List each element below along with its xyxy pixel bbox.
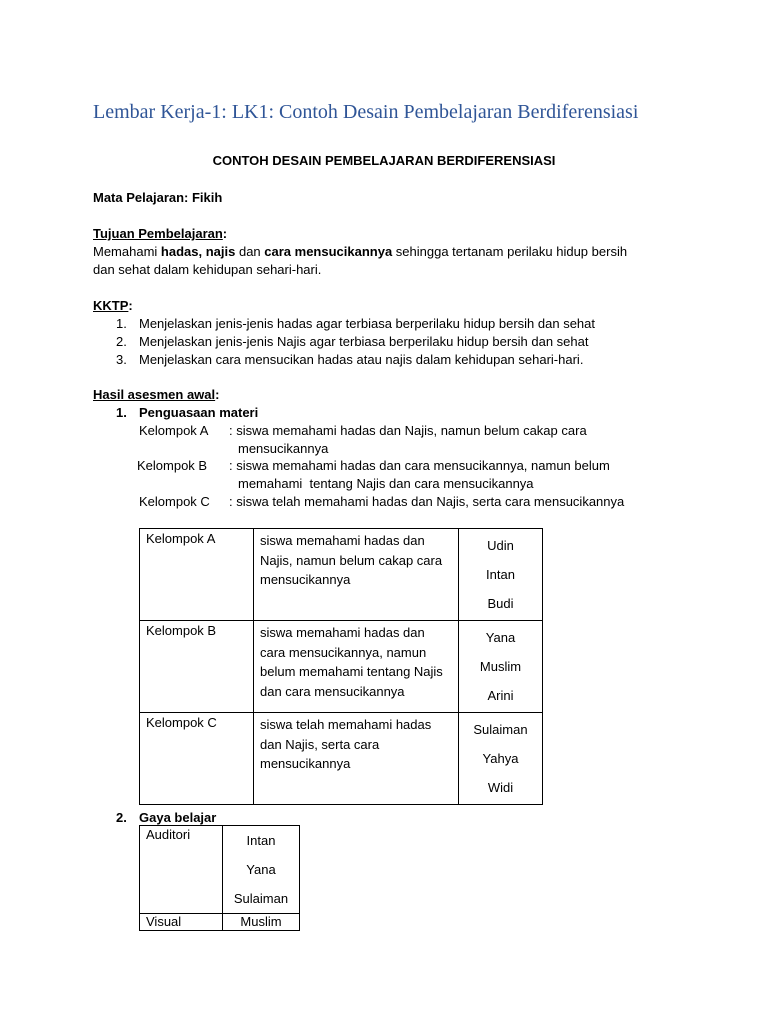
learning-style-table bbox=[139, 825, 300, 931]
group-desc-line: : siswa telah memahami hadas dan Najis, serta cara mensucikannya bbox=[229, 494, 625, 509]
group-desc-line: : siswa memahami hadas dan cara mensucikannya, namun belum bbox=[229, 458, 610, 473]
section2-title: Gaya belajar bbox=[139, 810, 217, 825]
student-name: Arini bbox=[487, 688, 514, 703]
table-row bbox=[140, 826, 300, 914]
objective-bold-hadas: hadas bbox=[160, 244, 199, 259]
mastery-table bbox=[139, 528, 543, 805]
kktp-item-number: 1. bbox=[116, 316, 127, 331]
table-cell-desc: siswa telah memahami hadas dan Najis, serta cara mensucikannya bbox=[254, 713, 459, 805]
group-desc-line: mensucikannya bbox=[238, 441, 329, 456]
group-name: Kelompok B bbox=[137, 458, 208, 473]
section-heading: CONTOH DESAIN PEMBELAJARAN BERDIFERENSIASI bbox=[212, 153, 556, 168]
objective-bold-cara: cara mensucikannya bbox=[264, 244, 393, 259]
document-title: Lembar Kerja-1: LK1: Contoh Desain Pembelajaran Berdiferensiasi bbox=[93, 101, 639, 123]
table-cell-group: Kelompok C bbox=[140, 713, 254, 805]
table-row bbox=[140, 529, 543, 621]
subject-line: Mata Pelajaran: Fikih bbox=[93, 190, 223, 205]
objective-text-line-1 bbox=[93, 243, 627, 261]
student-name: Sulaiman bbox=[473, 722, 528, 737]
kktp-item: Menjelaskan jenis-jenis hadas agar terbiasa berperilaku hidup bersih dan sehat bbox=[139, 316, 596, 331]
section2-number: 2. bbox=[116, 810, 127, 825]
objective-label-line bbox=[93, 225, 227, 243]
student-name: Udin bbox=[487, 538, 514, 553]
table-row bbox=[140, 621, 543, 713]
group-description bbox=[229, 493, 669, 511]
section1-title: Penguasaan materi bbox=[139, 405, 259, 420]
table-cell-students bbox=[459, 713, 543, 805]
table-cell-students bbox=[459, 529, 543, 621]
table-cell-students bbox=[459, 621, 543, 713]
objective-text-part: dan bbox=[235, 244, 265, 259]
student-name: Budi bbox=[487, 596, 514, 611]
objective-bold-najis: najis bbox=[205, 244, 236, 259]
student-name: Sulaiman bbox=[233, 891, 289, 906]
student-name: Muslim bbox=[240, 914, 282, 929]
kktp-item: Menjelaskan cara mensucikan hadas atau najis dalam kehidupan sehari-hari. bbox=[139, 352, 584, 367]
assessment-colon: : bbox=[215, 387, 220, 402]
assessment-label: Hasil asesmen awal bbox=[93, 387, 216, 402]
student-name: Muslim bbox=[479, 659, 522, 674]
student-name: Intan bbox=[246, 833, 276, 848]
table-row bbox=[140, 713, 543, 805]
student-name: Intan bbox=[486, 567, 515, 582]
objective-text-line-2: dan sehat dalam kehidupan sehari-hari. bbox=[93, 262, 322, 277]
objective-text-part: , bbox=[198, 244, 206, 259]
group-name: Kelompok A bbox=[139, 423, 209, 438]
kktp-colon: : bbox=[128, 298, 133, 313]
table-cell-style: Auditori bbox=[140, 826, 223, 914]
table-cell-desc: siswa memahami hadas dan cara mensucikannya, namun belum memahami tentang Najis dan cara mensucikannya bbox=[254, 621, 459, 713]
student-name: Yana bbox=[485, 630, 516, 645]
table-cell-group: Kelompok A bbox=[140, 529, 254, 621]
student-name: Yahya bbox=[482, 751, 519, 766]
kktp-item-number: 3. bbox=[116, 352, 127, 367]
objective-text-part: Memahami bbox=[93, 244, 161, 259]
section1-number: 1. bbox=[116, 405, 127, 420]
group-description bbox=[229, 457, 669, 493]
group-name: Kelompok C bbox=[139, 494, 210, 509]
table-cell-desc: siswa memahami hadas dan Najis, namun belum cakap cara mensucikannya bbox=[254, 529, 459, 621]
objective-colon: : bbox=[222, 226, 228, 241]
table-cell-style: Visual bbox=[140, 914, 223, 931]
kktp-item-number: 2. bbox=[116, 334, 127, 349]
table-cell-students bbox=[223, 826, 300, 914]
kktp-label: KKTP bbox=[93, 298, 129, 313]
table-cell-students bbox=[223, 914, 300, 931]
group-desc-line: memahami tentang Najis dan cara mensucikannya bbox=[238, 476, 534, 491]
table-row bbox=[140, 914, 300, 931]
table-cell-group: Kelompok B bbox=[140, 621, 254, 713]
assessment-label-line bbox=[93, 386, 219, 404]
kktp-label-line bbox=[93, 297, 133, 315]
student-name: Widi bbox=[487, 780, 514, 795]
student-name: Yana bbox=[246, 862, 276, 877]
objective-text-part: sehingga tertanam perilaku hidup bersih bbox=[392, 244, 628, 259]
objective-label: Tujuan Pembelajaran bbox=[93, 226, 223, 241]
kktp-item: Menjelaskan jenis-jenis Najis agar terbiasa berperilaku hidup bersih dan sehat bbox=[139, 334, 589, 349]
group-desc-line: : siswa memahami hadas dan Najis, namun belum cakap cara bbox=[229, 423, 587, 438]
group-description bbox=[229, 422, 669, 458]
